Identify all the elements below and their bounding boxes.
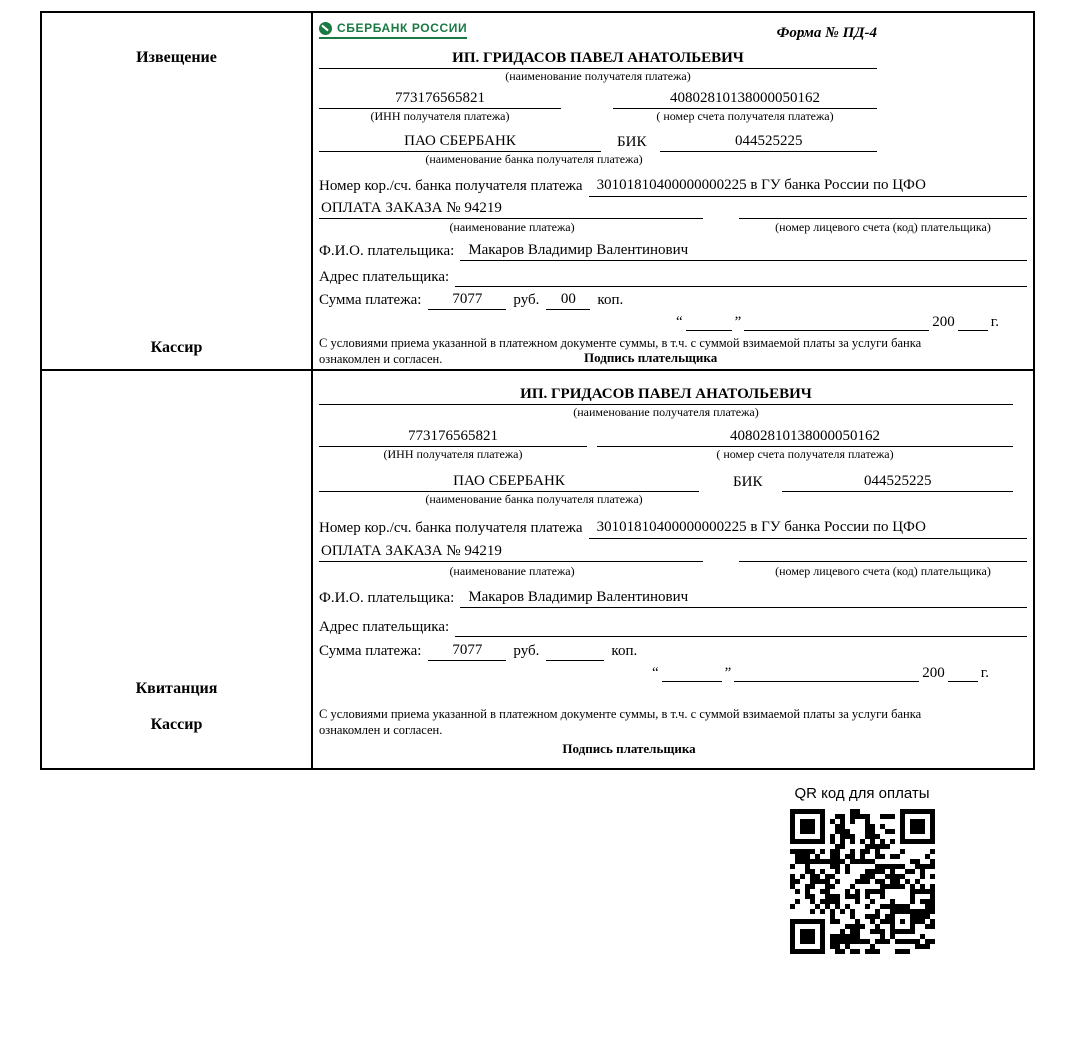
kop-label: коп. (611, 643, 638, 659)
payer-address-blank-line (455, 266, 1027, 287)
date-row (319, 310, 1027, 331)
notice-section (40, 11, 1035, 371)
qr-code-image (790, 809, 935, 954)
notice-left-column (42, 13, 313, 369)
personal-account-label: (номер лицевого счета (код) плательщика) (775, 564, 991, 578)
rub-label: руб. (513, 292, 540, 308)
personal-account-blank-line (739, 198, 1027, 219)
personal-account-blank-line (739, 541, 1027, 562)
recipient-account: 40802810138000050162 (597, 427, 1013, 447)
inn-label: (ИНН получателя платежа) (383, 447, 523, 461)
payer-address-blank-line (455, 616, 1027, 637)
payer-address-row (319, 265, 1027, 287)
payment-purpose-labels-row (319, 220, 1027, 235)
amount-row (319, 289, 1027, 310)
date-month-blank-line (744, 316, 929, 331)
corr-account-row (319, 174, 1027, 197)
amount-kop-blank-line (546, 641, 604, 661)
receipt-title: Квитанция (135, 680, 218, 697)
recipient-account: 40802810138000050162 (613, 89, 877, 109)
payer-name-value: Макаров Владимир Валентинович (460, 240, 1027, 261)
inn-label: (ИНН получателя платежа) (370, 109, 510, 123)
corr-account-value: 30101810400000000225 в ГУ банка России по ЦФО (589, 517, 1027, 539)
date-year: 200 (922, 665, 945, 681)
payment-purpose-labels-row (319, 564, 1027, 579)
account-label: ( номер счета получателя платежа) (716, 447, 894, 461)
corr-account-value: 30101810400000000225 в ГУ банка России по ЦФО (589, 175, 1027, 197)
payer-name-row (319, 585, 1027, 608)
date-open-quote: “ (651, 665, 659, 681)
agreement-block (319, 706, 1027, 757)
notice-header-row (319, 19, 877, 49)
receipt-main-column (319, 385, 1013, 507)
receipt-cashier-label: Кассир (150, 716, 203, 733)
signature-label: Подпись плательщика (562, 740, 696, 756)
signature-label: Подпись плательщика (584, 349, 718, 365)
date-close-quote: ” (724, 665, 732, 681)
inn-account-labels-row (319, 109, 877, 124)
payment-purpose-label: (наименование платежа) (449, 220, 575, 234)
corr-account-label: Номер кор./сч. банка получателя платежа (319, 520, 583, 536)
notice-cashier-label: Кассир (150, 339, 203, 356)
account-label: ( номер счета получателя платежа) (656, 109, 834, 123)
payment-purpose: ОПЛАТА ЗАКАЗА № 94219 (319, 541, 703, 562)
date-open-quote: “ (675, 314, 683, 330)
date-year-blank-line (948, 667, 978, 682)
bik-value: 044525225 (782, 471, 1013, 492)
sberbank-logo (319, 21, 467, 39)
recipient-name: ИП. ГРИДАСОВ ПАВЕЛ АНАТОЛЬЕВИЧ (319, 49, 877, 69)
receipt-section (40, 371, 1035, 770)
notice-title: Извещение (136, 49, 217, 66)
recipient-name-label: (наименование получателя платежа) (573, 405, 759, 419)
date-close-quote: ” (734, 314, 742, 330)
bik-value: 044525225 (660, 131, 877, 152)
payer-name-label: Ф.И.О. плательщика: (319, 590, 455, 606)
amount-rub-value: 7077 (428, 640, 506, 661)
sberbank-logo-row (319, 21, 467, 35)
payment-purpose-label: (наименование платежа) (449, 564, 575, 578)
rub-label: руб. (513, 643, 540, 659)
date-year-blank-line (958, 316, 988, 331)
kop-label: коп. (597, 292, 624, 308)
payment-purpose-row (319, 541, 1027, 562)
date-year-suffix: г. (980, 665, 989, 681)
payer-name-row (319, 239, 1027, 261)
qr-caption: QR код для оплаты (794, 785, 930, 802)
qr-payment-block (788, 785, 936, 954)
payer-address-row (319, 614, 1027, 637)
recipient-inn: 773176565821 (319, 89, 561, 109)
date-row (319, 661, 1027, 682)
inn-account-labels-row (319, 447, 1013, 462)
bank-name-label: (наименование банка получателя платежа) (425, 152, 643, 166)
agreement-text: С условиями приема указанной в платежном документе суммы, в т.ч. с суммой взимаемой платы за услуги банка ознакомлен и согласен. (319, 707, 922, 738)
bank-name-label: (наименование банка получателя платежа) (425, 492, 643, 506)
receipt-form-area (313, 371, 1033, 768)
amount-rub-value: 7077 (428, 289, 506, 310)
notice-form-area (313, 13, 1033, 369)
payment-form-pd4 (40, 11, 1035, 770)
form-number: Форма № ПД-4 (776, 25, 877, 41)
notice-main-column (319, 19, 877, 167)
bik-label: БИК (617, 134, 647, 150)
sberbank-logo-icon (319, 22, 332, 35)
recipient-name: ИП. ГРИДАСОВ ПАВЕЛ АНАТОЛЬЕВИЧ (319, 385, 1013, 405)
date-day-blank-line (662, 667, 722, 682)
sberbank-logo-text: СБЕРБАНК РОССИИ (337, 21, 468, 35)
payer-name-value: Макаров Владимир Валентинович (460, 587, 1027, 608)
bank-name: ПАО СБЕРБАНК (319, 471, 699, 492)
payment-purpose: ОПЛАТА ЗАКАЗА № 94219 (319, 198, 703, 219)
inn-account-row (319, 427, 1013, 447)
amount-label: Сумма платежа: (319, 643, 422, 659)
date-year-suffix: г. (990, 314, 999, 330)
corr-account-row (319, 516, 1027, 539)
receipt-left-column (42, 371, 313, 768)
recipient-name-label: (наименование получателя платежа) (505, 69, 691, 83)
personal-account-label: (номер лицевого счета (код) плательщика) (775, 220, 991, 234)
corr-account-label: Номер кор./сч. банка получателя платежа (319, 178, 583, 194)
payer-address-label: Адрес плательщика: (319, 619, 450, 635)
recipient-inn: 773176565821 (319, 427, 587, 447)
agreement-block (319, 335, 1027, 368)
amount-row (319, 640, 1027, 661)
bank-name: ПАО СБЕРБАНК (319, 131, 601, 152)
amount-kop-value: 00 (546, 289, 590, 310)
inn-account-row (319, 89, 877, 109)
amount-label: Сумма платежа: (319, 292, 422, 308)
payer-name-label: Ф.И.О. плательщика: (319, 243, 455, 259)
bank-bik-row (319, 131, 877, 152)
bank-bik-row (319, 471, 1013, 492)
date-day-blank-line (686, 316, 732, 331)
payer-address-label: Адрес плательщика: (319, 269, 450, 285)
date-month-blank-line (734, 667, 919, 682)
payment-purpose-row (319, 198, 1027, 219)
date-year: 200 (932, 314, 955, 330)
agreement-text: С условиями приема указанной в платежном документе суммы, в т.ч. с суммой взимаемой платы за услуги банка ознакомлен и согласен. (319, 336, 922, 367)
bik-label: БИК (733, 474, 763, 490)
